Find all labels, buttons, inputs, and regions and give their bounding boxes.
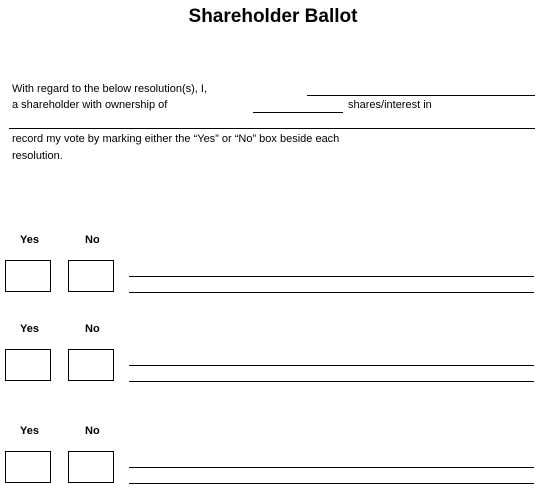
yes-checkbox[interactable]	[5, 349, 51, 381]
page-title: Shareholder Ballot	[188, 6, 358, 27]
resolution-text-line[interactable]	[129, 365, 534, 366]
intro-line-2-suffix: shares/interest in	[348, 99, 432, 111]
no-checkbox[interactable]	[68, 451, 114, 483]
yes-header: Yes	[20, 323, 39, 335]
resolution-text-line[interactable]	[129, 292, 534, 293]
no-header: No	[85, 425, 100, 437]
no-header: No	[85, 234, 100, 246]
shares-amount-field[interactable]	[253, 112, 343, 113]
no-header: No	[85, 323, 100, 335]
intro-line-3: record my vote by marking either the “Yes” or “No” box beside each	[12, 133, 340, 145]
resolution-text-line[interactable]	[129, 276, 534, 277]
company-name-field[interactable]	[9, 128, 535, 129]
intro-line-1: With regard to the below resolution(s), I,	[12, 83, 208, 95]
shareholder-name-field[interactable]	[307, 95, 535, 96]
yes-checkbox[interactable]	[5, 451, 51, 483]
intro-line-2-prefix: a shareholder with ownership of	[12, 99, 168, 111]
resolution-text-line[interactable]	[129, 483, 534, 484]
yes-header: Yes	[20, 234, 39, 246]
no-checkbox[interactable]	[68, 349, 114, 381]
no-checkbox[interactable]	[68, 260, 114, 292]
yes-checkbox[interactable]	[5, 260, 51, 292]
resolution-text-line[interactable]	[129, 381, 534, 382]
resolution-text-line[interactable]	[129, 467, 534, 468]
yes-header: Yes	[20, 425, 39, 437]
intro-line-4: resolution.	[12, 150, 63, 162]
